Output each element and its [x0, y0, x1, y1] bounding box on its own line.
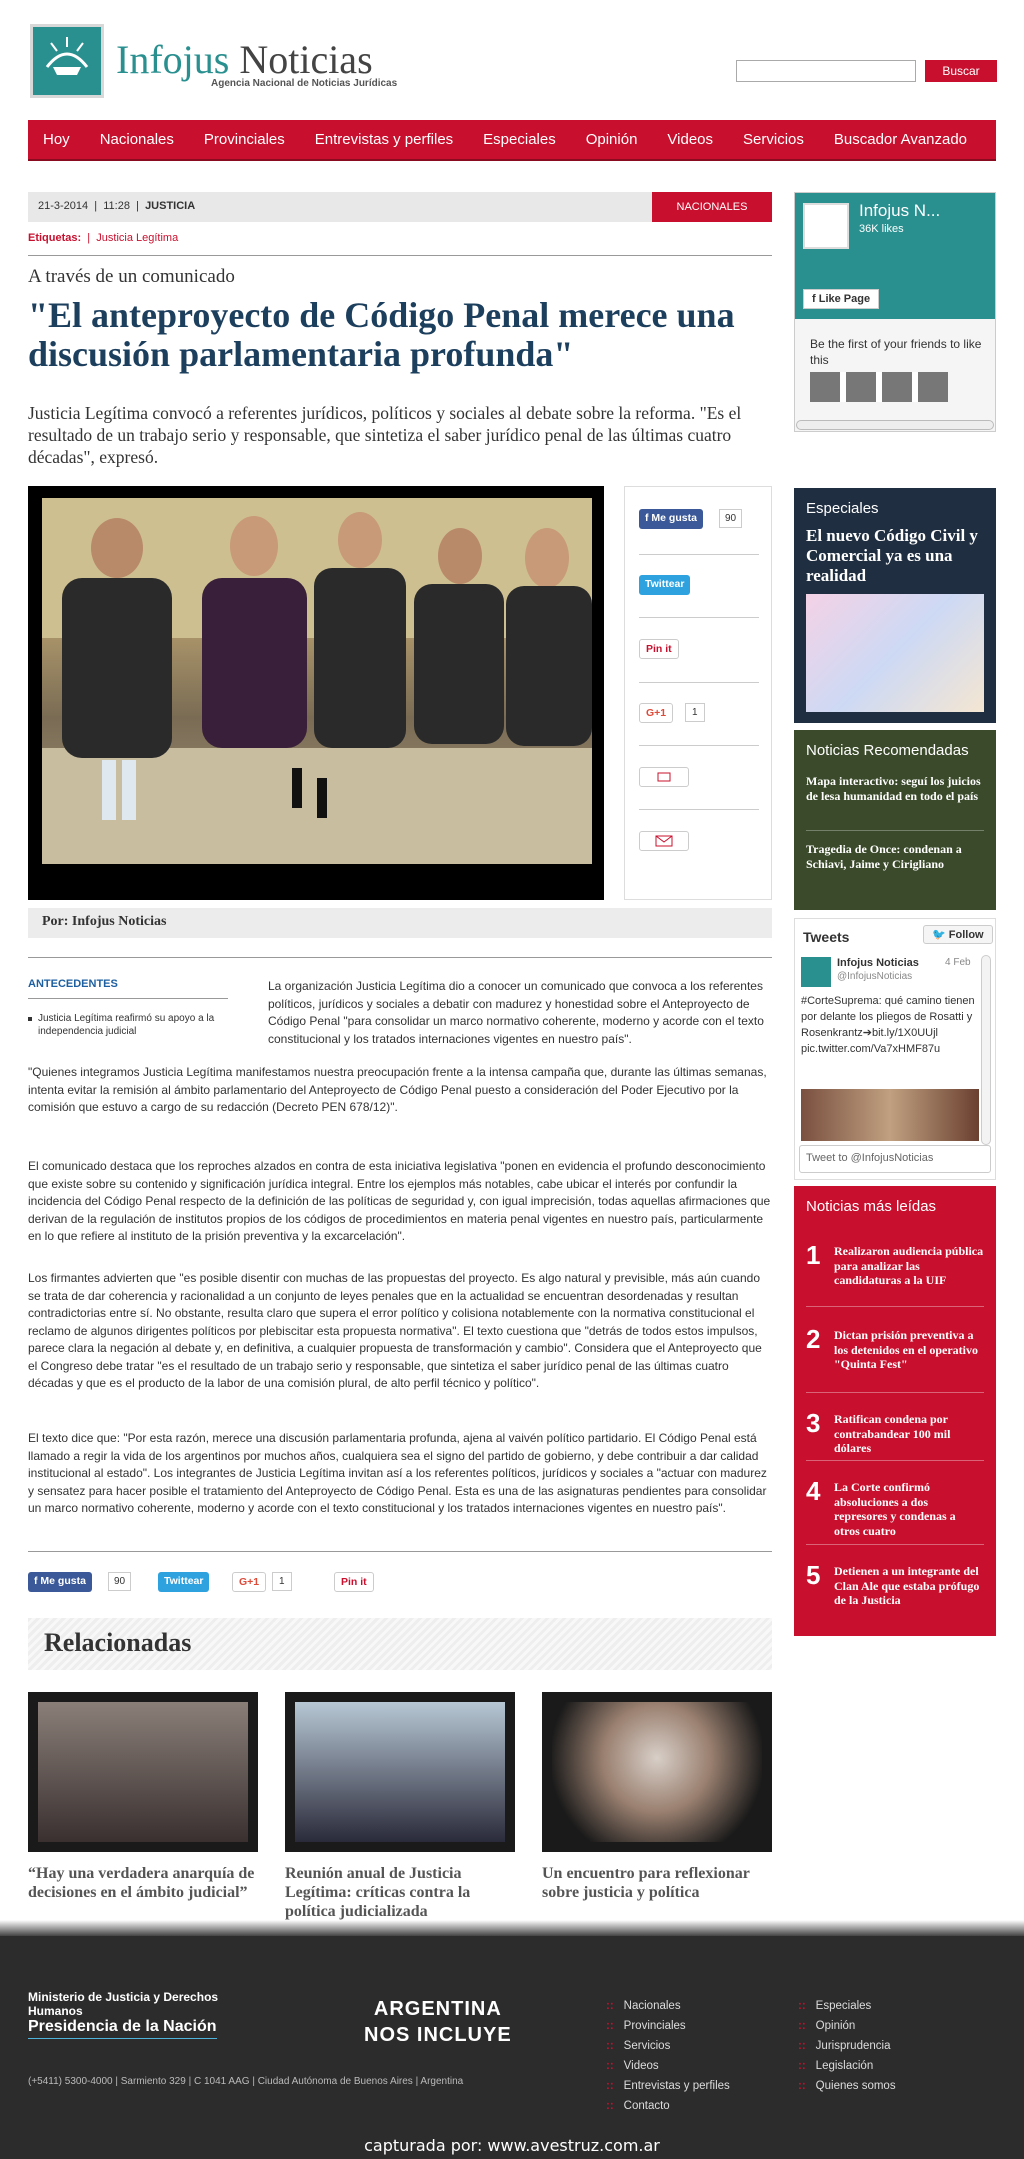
divider: [28, 255, 772, 256]
logo-subtitle: Agencia Nacional de Noticias Jurídicas: [211, 78, 398, 89]
article-time: 11:28: [103, 200, 130, 212]
article-paragraph: Los firmantes advierten que "es posible disentir con muchas de las propuestas del proyecto. Es algo natural y previsible, más aún cuando se trata de dar coherencia y racionalidad a un conjunto de leyes penales que en la actualidad se encuentran desordenadas y resultan contradictorias entre sí. No obstante, resulta claro que supera el error político y colisiona notablemente con la normativa constitucional el reclamo de algunos dirigentes políticos por plebiscitar esta propuesta normativa". El texto cuestiona que "detrás de todos estos impulsos, parece clara la negación al debate y, en definitiva, a cualquier propuesta de transformación y cambio". Considera que el Anteproyecto que el Congreso debe tratar "es el resultado de un trabajo serio y responsable, que sintetiza el saber jurídico penal de las últimas cuatro décadas y que es el producto de la labor de una comisión plural, de alto perfil técnico y político".: [28, 1271, 762, 1390]
pinterest-button[interactable]: Pin it: [639, 639, 679, 659]
footer-link[interactable]: :: Contacto: [606, 2100, 670, 2112]
divider: [806, 1460, 984, 1461]
divider: [639, 745, 759, 746]
mas-leidas-heading: Noticias más leídas: [806, 1198, 937, 1215]
mas-leidas-item[interactable]: [806, 1408, 986, 1468]
divider: [806, 1306, 984, 1307]
footer-link[interactable]: :: Quienes somos: [798, 2080, 896, 2092]
recomendada-link[interactable]: Mapa interactivo: seguí los juicios de lesa humanidad en todo el país: [806, 774, 981, 803]
footer-ministerio[interactable]: Ministerio de Justicia y Derechos Humanos: [28, 1990, 219, 2018]
nav-item-especiales[interactable]: Especiales: [483, 131, 556, 148]
fb-like-button[interactable]: f Me gusta: [639, 509, 703, 529]
gplus-count: 1: [685, 703, 705, 722]
rank-number: 4: [806, 1476, 821, 1506]
tweet-image[interactable]: [801, 1089, 979, 1141]
divider: [28, 1551, 772, 1552]
nav-item-entrevistas[interactable]: Entrevistas y perfiles: [314, 131, 454, 148]
fb-page-avatar: [803, 203, 849, 249]
divider: [28, 957, 772, 958]
footer-link[interactable]: :: Especiales: [798, 2000, 871, 2012]
divider: [639, 554, 759, 555]
twitter-button-bottom[interactable]: Twittear: [158, 1572, 209, 1592]
page-title: "El anteproyecto de Código Penal merece una discusión parlamentaria profunda": [28, 295, 735, 374]
nav-item-buscador[interactable]: Buscador Avanzado: [833, 131, 968, 148]
article-paragraph: El texto dice que: "Por esta razón, merece una discusión parlamentaria profunda, ajena al vaivén político partidario. El Código Penal está llamado a regir la vida de los argentinos por muchos años, cualquiera sea el signo del partido de gobierno, y debe contribuir a dar calidad institucional al estado". Los integrantes de Justicia Legítima invitan así a los referentes políticos, jurídicos y sociales a "actuar con madurez y sensatez para hacer posible el tratamiento del Anteproyecto de Código Penal. Esta es una de las asignaturas pendientes para consolidar un marco normativo coherente, moderno y acorde con el texto constitucional y los tratados internaciones vigentes en nuestro país".: [28, 1431, 767, 1515]
mas-leidas-item[interactable]: [806, 1560, 986, 1620]
gplus-button[interactable]: G+1: [639, 703, 673, 723]
rank-number: 5: [806, 1560, 821, 1590]
fb-friends-text: Be the first of your friends to like this: [810, 337, 982, 367]
divider: [806, 830, 984, 831]
related-title[interactable]: Reunión anual de Justicia Legítima: críticas contra la política judicializada: [285, 1865, 471, 1920]
pinterest-button-bottom[interactable]: Pin it: [334, 1572, 374, 1592]
share-panel: [624, 486, 772, 900]
nav-item-hoy[interactable]: Hoy: [43, 131, 70, 148]
fb-page-name[interactable]: Infojus N...: [859, 201, 941, 220]
footer-link[interactable]: :: Servicios: [606, 2040, 670, 2052]
mas-leidas-title[interactable]: Detienen a un integrante del Clan Ale que estaba prófugo de la Justicia: [834, 1564, 980, 1607]
footer-link[interactable]: :: Jurisprudencia: [798, 2040, 890, 2052]
footer-link[interactable]: :: Legislación: [798, 2060, 873, 2072]
tweet-avatar: [801, 957, 831, 987]
nav-item-servicios[interactable]: Servicios: [743, 131, 804, 148]
fb-like-button-bottom[interactable]: f Me gusta: [28, 1572, 92, 1592]
divider: [639, 682, 759, 683]
logo-icon[interactable]: [30, 24, 104, 98]
footer-link[interactable]: :: Entrevistas y perfiles: [606, 2080, 730, 2092]
related-title[interactable]: “Hay una verdadera anarquía de decisiones en el ámbito judicial”: [28, 1865, 255, 1901]
recomendadas-block: [794, 730, 996, 910]
divider: [806, 1392, 984, 1393]
argentina-line-2: NOS INCLUYE: [364, 2024, 512, 2046]
tweets-heading: Tweets: [803, 929, 850, 945]
article-photo[interactable]: [42, 498, 592, 864]
nav-item-opinion[interactable]: Opinión: [585, 131, 638, 148]
rank-number: 2: [806, 1324, 821, 1354]
recomendadas-heading: Noticias Recomendadas: [806, 742, 969, 759]
divider: [639, 617, 759, 618]
mas-leidas-item[interactable]: [806, 1240, 986, 1300]
tag-link[interactable]: Justicia Legítima: [96, 232, 179, 244]
especiales-block: [794, 488, 996, 723]
tweet-text: #CorteSuprema: qué camino tienen por delante los pliegos de Rosatti y Rosenkrantz➔bit.ly/1X0UUjl pic.twitter.com/Va7xHMF87u: [801, 995, 975, 1055]
related-image[interactable]: [542, 1692, 772, 1852]
footer-presidencia[interactable]: Presidencia de la Nación: [28, 2018, 217, 2039]
article-paragraph: "Quienes integramos Justicia Legítima manifestamos nuestra preocupación frente a la intensa campaña que, durante las últimas semanas, intenta evitar la remisión al ámbito parlamentario del Anteproyecto de Código Penal puesto a consideración del Poder Ejecutivo por la comisión que estuvo a cargo de su redacción (Decreto PEN 678/12)".: [28, 1065, 767, 1114]
mas-leidas-item[interactable]: [806, 1476, 986, 1536]
recomendada-link[interactable]: Tragedia de Once: condenan a Schiavi, Jaime y Cirigliano: [806, 842, 962, 871]
tweets-widget: [794, 918, 996, 1180]
site-header: [0, 0, 1024, 120]
rank-number: 1: [806, 1240, 821, 1270]
mas-leidas-title[interactable]: La Corte confirmó absoluciones a dos represores y condenas a otros cuatro: [834, 1480, 956, 1538]
rank-number: 3: [806, 1408, 821, 1438]
mas-leidas-title[interactable]: Ratifican condena por contrabandear 100 mil dólares: [834, 1412, 951, 1455]
article-lead: Justicia Legítima convocó a referentes jurídicos, políticos y sociales al debate sobre la reforma. "Es el resultado de un trabajo serio y responsable, que sintetiza el saber jurídico penal de las últimas cuatro décadas", expresó.: [28, 403, 742, 467]
capture-watermark: capturada por: www.avestruz.com.ar: [364, 2136, 660, 2155]
fb-like-count: 90: [719, 509, 742, 528]
fb-like-page-button[interactable]: f Like Page: [803, 289, 879, 309]
byline: Por: Infojus Noticias: [28, 908, 772, 938]
tags-label: Etiquetas:: [28, 232, 82, 244]
gplus-count-bottom: 1: [272, 1572, 292, 1591]
search-input[interactable]: [736, 60, 916, 82]
tweet-to-input[interactable]: Tweet to @InfojusNoticias: [799, 1145, 991, 1173]
article-kicker: A través de un comunicado: [28, 266, 235, 287]
tags-row: Etiquetas: | Justicia Legítima: [28, 232, 179, 244]
related-heading: Relacionadas: [28, 1618, 772, 1670]
article-meta: 21-3-2014 | 11:28 | JUSTICIA: [28, 192, 652, 222]
site-logo[interactable]: Infojus Noticias: [116, 37, 373, 82]
twitter-button[interactable]: Twittear: [639, 575, 690, 595]
mas-leidas-title[interactable]: Dictan prisión preventiva a los detenidos en el operativo "Quinta Fest": [834, 1328, 978, 1371]
especiales-image[interactable]: [806, 594, 984, 712]
related-title[interactable]: Un encuentro para reflexionar sobre justicia y política: [542, 1865, 750, 1901]
nav-item-nacionales[interactable]: Nacionales: [99, 131, 174, 148]
divider: [806, 1544, 984, 1545]
scrollbar[interactable]: [981, 955, 991, 1145]
footer-argentina-logo[interactable]: [364, 1996, 512, 2048]
nav-item-provinciales[interactable]: Provinciales: [203, 131, 285, 148]
search-button[interactable]: Buscar: [925, 60, 997, 82]
antecedentes-link[interactable]: Justicia Legítima reafirmó su apoyo a la independencia judicial: [38, 1012, 238, 1038]
footer-link[interactable]: :: Videos: [606, 2060, 659, 2072]
scrollbar[interactable]: [796, 420, 994, 430]
main-nav: [28, 120, 996, 161]
mas-leidas-title[interactable]: Realizaron audiencia pública para analizar las candidaturas a la UIF: [834, 1244, 984, 1287]
email-icon[interactable]: [639, 831, 689, 851]
gplus-button-bottom[interactable]: G+1: [232, 1572, 266, 1592]
nav-item-videos[interactable]: Videos: [667, 131, 714, 148]
related-image[interactable]: [285, 1692, 515, 1852]
article-date: 21-3-2014: [38, 200, 89, 212]
twitter-follow-button[interactable]: 🐦 Follow: [923, 925, 993, 944]
facebook-cover[interactable]: [795, 193, 995, 319]
tweet-handle: @InfojusNoticias: [837, 971, 913, 982]
article-paragraph: La organización Justicia Legítima dio a conocer un comunicado que convoca a los referentes políticos, jurídicos y sociales a debatir con madurez y honestidad sobre el Anteproyecto de Código Penal "para consolidar un marco normativo coherente, moderno y acorde con el texto constitucional y los tratados internaciones vigentes en nuestro país".: [268, 979, 764, 1046]
print-icon[interactable]: [639, 767, 689, 787]
related-image[interactable]: [28, 1692, 258, 1852]
section-badge[interactable]: NACIONALES: [652, 192, 772, 222]
especiales-title[interactable]: El nuevo Código Civil y Comercial ya es una realidad: [806, 526, 978, 585]
fb-friend-avatars: [810, 372, 948, 402]
tweet-date: 4 Feb: [945, 957, 971, 968]
footer-address: (+5411) 5300-4000 | Sarmiento 329 | C 1041 AAG | Ciudad Autónoma de Buenos Aires | Argentina: [28, 2076, 464, 2087]
footer-link[interactable]: :: Opinión: [798, 2020, 855, 2032]
fb-page-likes: 36K likes: [859, 223, 904, 235]
mas-leidas-item[interactable]: [806, 1324, 986, 1384]
mas-leidas-block: [794, 1186, 996, 1636]
article-category: JUSTICIA: [145, 200, 196, 212]
fb-like-count-bottom: 90: [108, 1572, 131, 1591]
divider: [28, 998, 228, 999]
footer-link[interactable]: :: Provinciales: [606, 2020, 686, 2032]
article-paragraph: El comunicado destaca que los reproches alzados en contra de esta iniciativa legislativa "ponen en evidencia el profundo desconocimiento que existe sobre su contenido y significación jurídica integral. Entre los ejemplos más notables, cabe ubicar el interés por confundir la incidencia del Código Penal respecto de la definición de las políticas de seguridad y, con igual imprecisión, todas aquellas afirmaciones que derivan de la regulación de institutos propios de los códigos de procedimientos en materia penal vigentes en nuestro país, particularmente en lo que refiere al instituto de la prisión preventiva y la excarcelación".: [28, 1159, 771, 1243]
tweet-user[interactable]: Infojus Noticias: [837, 957, 919, 969]
divider: [639, 809, 759, 810]
antecedentes-title: ANTECEDENTES: [28, 978, 118, 990]
especiales-heading: Especiales: [806, 500, 879, 517]
footer-link[interactable]: :: Nacionales: [606, 2000, 681, 2012]
argentina-line-1: ARGENTINA: [373, 1998, 502, 2020]
